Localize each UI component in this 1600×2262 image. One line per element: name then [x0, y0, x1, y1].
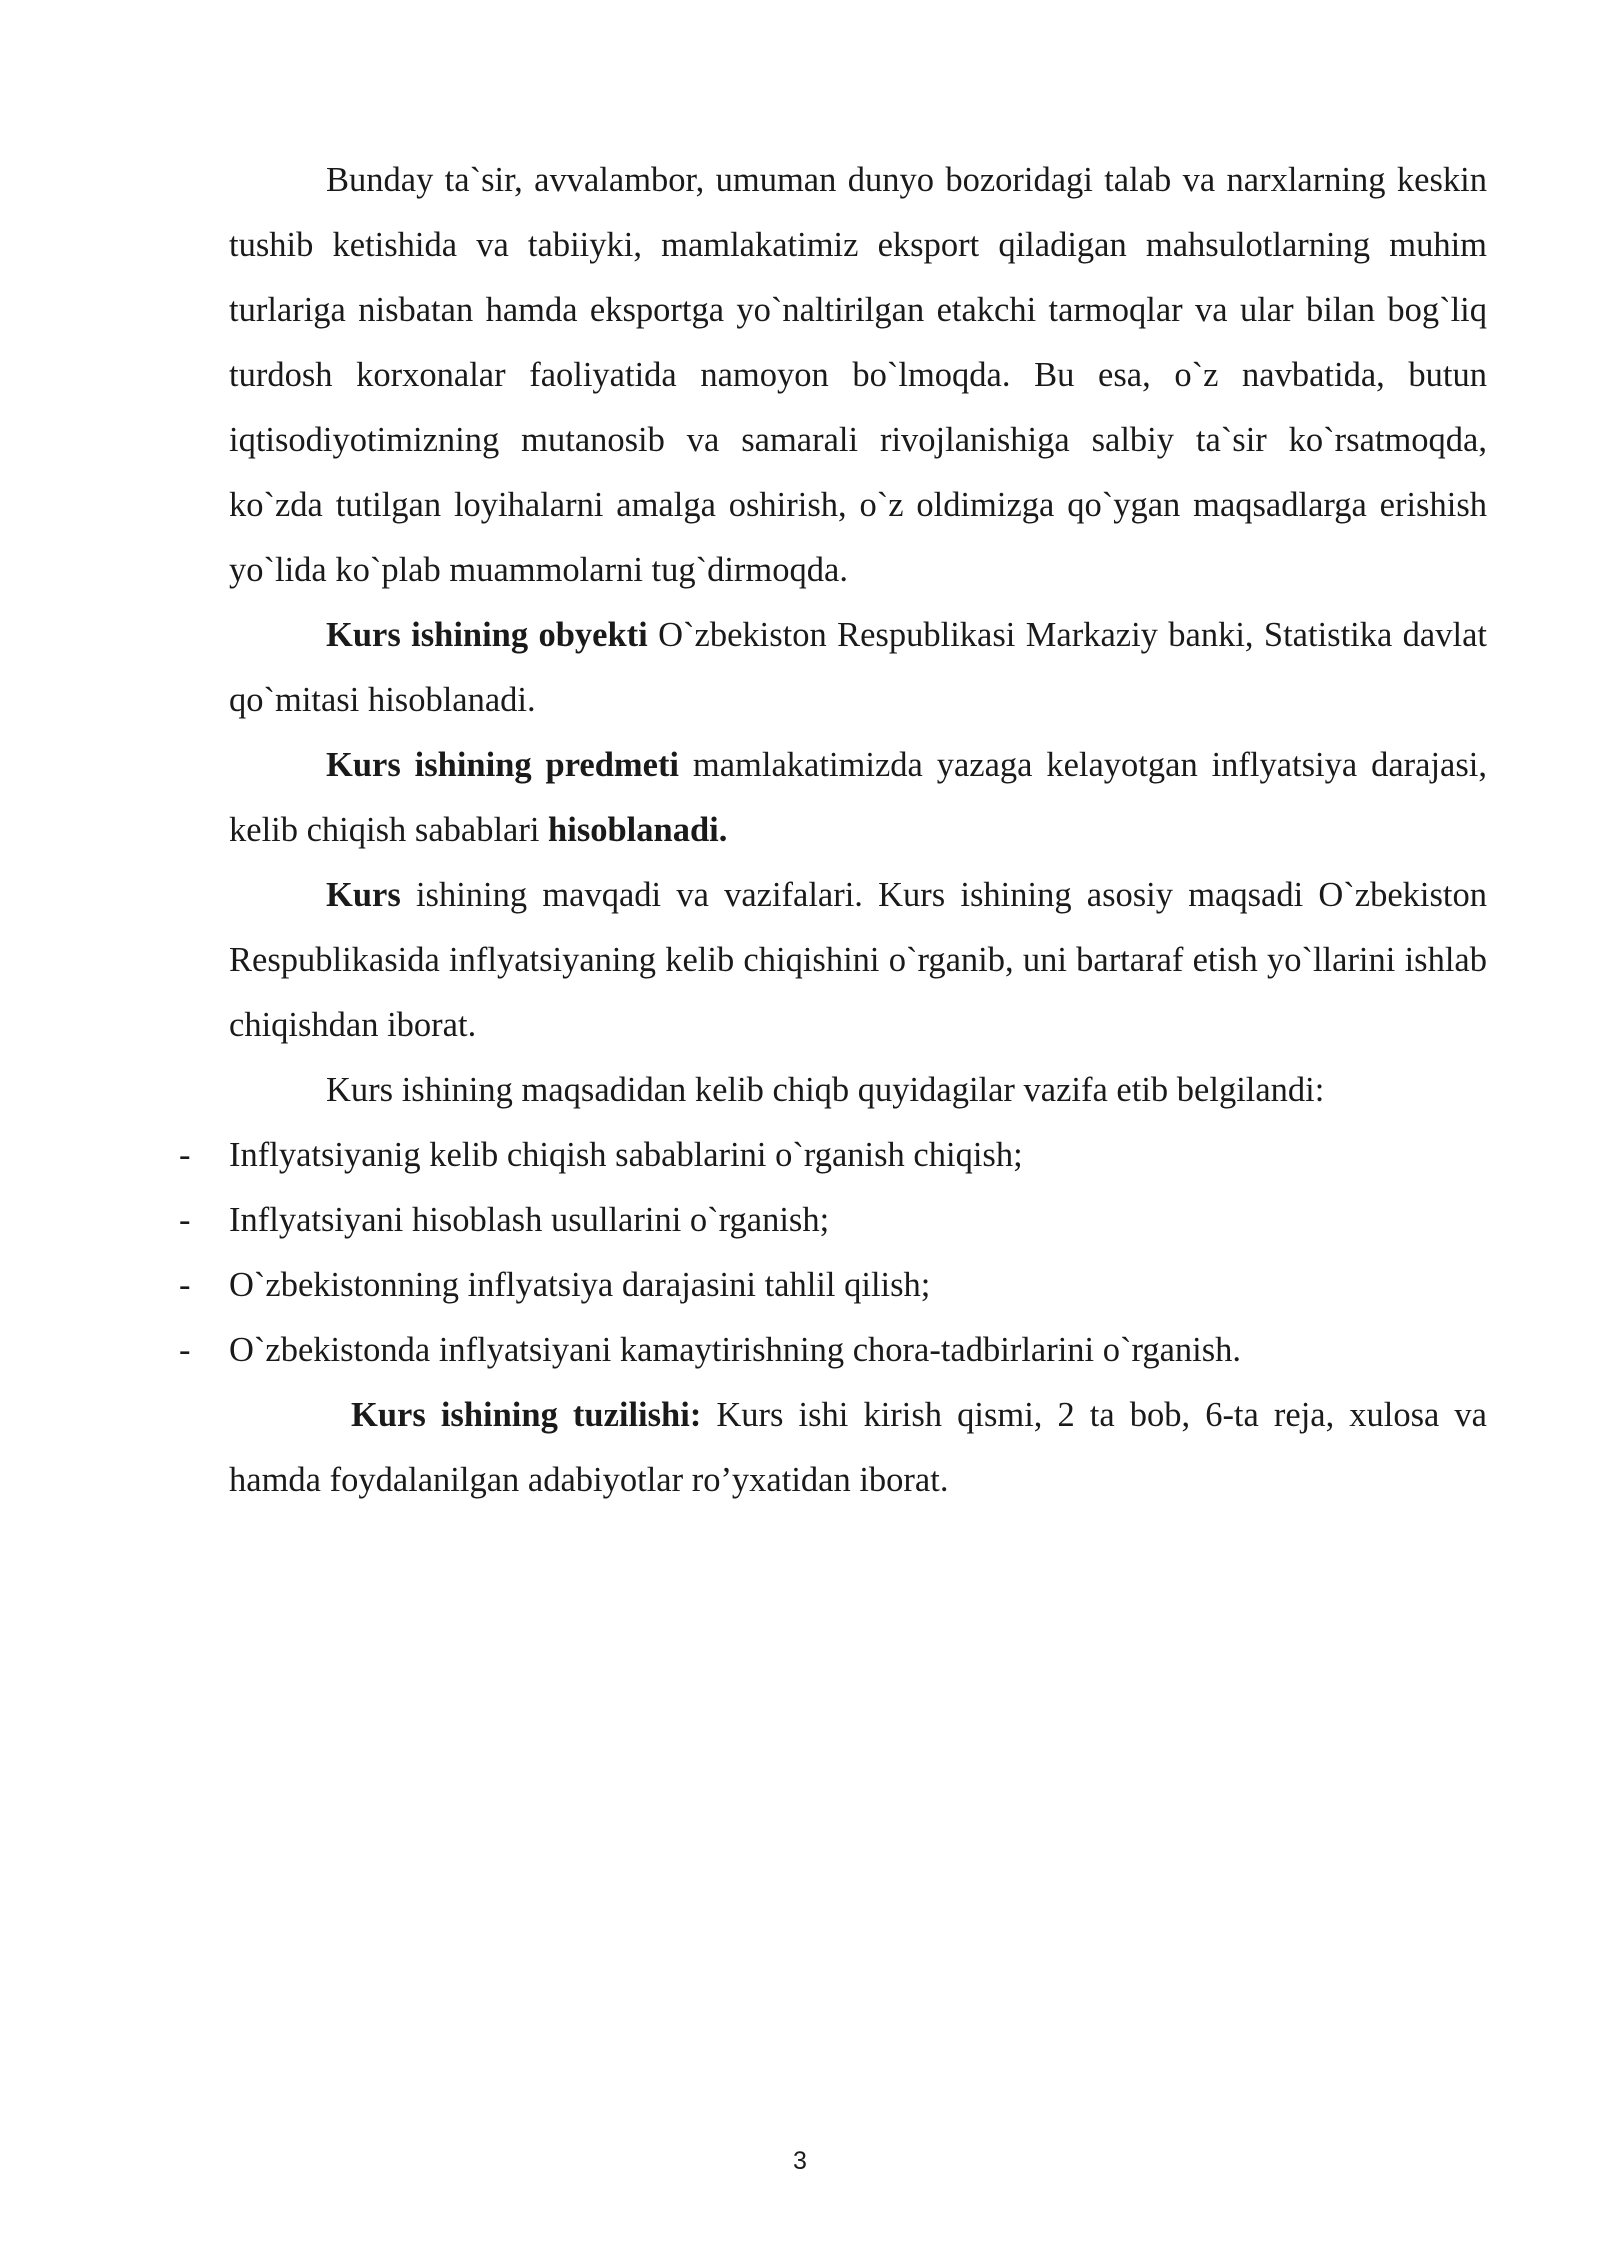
list-item-text: O`zbekistonning inflyatsiya darajasini tahlil qilish;: [229, 1266, 931, 1304]
structure-heading: Kurs ishining tuzilishi:: [351, 1396, 702, 1434]
object-text: O`zbekiston Respublikasi Markaziy banki, Statistika davlat qo`mitasi hisoblanadi.: [229, 616, 1487, 719]
paragraph-intro-text: Bunday ta`sir, avvalambor, umuman dunyo bozoridagi talab va narxlarning keskin tushib ketishida va tabiiyki, mamlakatimiz eksport qiladigan mahsulotlarning muhim turlariga nisbatan hamda eksportga yo`naltirilgan etakchi tarmoqlar va ular bilan bog`liq turdosh korxonalar faoliyatida namoyon bo`lmoqda. Bu esa, o`z navbatida, butun iqtisodiyotimizning mutanosib va samarali rivojlanishiga salbiy ta`sir ko`rsatmoqda, ko`zda tutilgan loyihalarni amalga oshirish, o`z oldimizga qo`ygan maqsadlarga erishish yo`lida ko`plab muammolarni tug`dirmoqda.: [229, 161, 1487, 589]
page-number: 3: [793, 2147, 807, 2175]
paragraph-object: [229, 603, 1487, 733]
list-dash: -: [179, 1201, 191, 1239]
paragraph-subject: [229, 733, 1487, 863]
list-item: [179, 1318, 1487, 1383]
subject-heading: Kurs ishining predmeti: [326, 746, 680, 784]
list-dash: -: [179, 1136, 191, 1174]
document-body: [179, 148, 1487, 1513]
list-item-text: Inflyatsiyanig kelib chiqish sabablarini o`rganish chiqish;: [229, 1136, 1023, 1174]
structure-text: Kurs ishi kirish qismi, 2 ta bob, 6-ta reja, xulosa va hamda foydalanilgan adabiyotlar ro’yxatidan iborat.: [229, 1396, 1487, 1499]
list-item: [179, 1188, 1487, 1253]
subject-text: mamlakatimizda yazaga kelayotgan inflyatsiya darajasi, kelib chiqish sabablari: [229, 746, 1487, 849]
list-dash: -: [179, 1331, 191, 1369]
paragraph-tasks-intro: [229, 1058, 1487, 1123]
subject-end: hisoblanadi.: [548, 811, 728, 849]
list-item-text: O`zbekistonda inflyatsiyani kamaytirishning chora-tadbirlarini o`rganish.: [229, 1331, 1242, 1369]
list-item: [179, 1253, 1487, 1318]
paragraph-goals: [229, 863, 1487, 1058]
goals-heading: Kurs: [326, 876, 401, 914]
list-dash: -: [179, 1266, 191, 1304]
object-heading: Kurs ishining obyekti: [326, 616, 648, 654]
goals-text: ishining mavqadi va vazifalari. Kurs ishining asosiy maqsadi O`zbekiston Respublikasida inflyatsiyaning kelib chiqishini o`rganib, uni bartaraf etish yo`llarini ishlab chiqishdan iborat.: [229, 876, 1487, 1044]
list-item: [179, 1123, 1487, 1188]
paragraph-intro: [229, 148, 1487, 603]
task-list: [179, 1123, 1487, 1383]
list-item-text: Inflyatsiyani hisoblash usullarini o`rganish;: [229, 1201, 830, 1239]
tasks-intro-text: Kurs ishining maqsadidan kelib chiqb quyidagilar vazifa etib belgilandi:: [326, 1071, 1325, 1109]
paragraph-structure: [229, 1383, 1487, 1513]
